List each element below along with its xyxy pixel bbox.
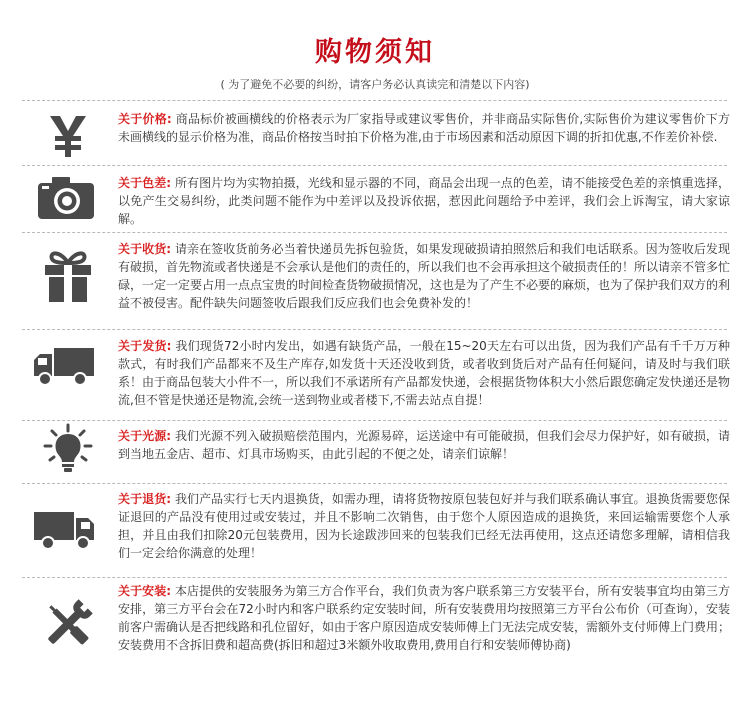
section-divider	[22, 420, 727, 421]
shipping-text: 我们现货72小时内发出，如遇有缺货产品，一般在15~20天左右可以出货，因为我们产品有千千万万种款式，有时我们产品都来不及生产库存,如发货十天还没收到货，或者收到货后对产品有任何疑问，请及时与我们联系！由于商品包装大小件不一，所以我们不承诺所有产品都发快递，会根据货物体积大小然后跟您确定发快递还是物流,但不管是快递还是物流,会统一送到物业或者楼下,不需去站点自提！	[118, 339, 731, 407]
page-subtitle: ( 为了避免不必要的纠纷，请客户务必认真读完和清楚以下内容)	[220, 78, 530, 91]
yen-icon	[32, 116, 104, 156]
color-label: 关于色差:	[118, 176, 172, 190]
price-text: 商品标价被画横线的价格表示为厂家指导或建议零售价，并非商品实际售价,实际售价为建议零售价下方未画横线的显示价格为准，商品价格按当时拍下价格为准,由于市场因素和活动原因下调的折扣优惠,不作差价补偿.	[118, 112, 730, 144]
section-divider	[22, 100, 727, 101]
section-divider	[22, 483, 727, 484]
return-text: 我们产品实行七天内退换货，如需办理，请将货物按原包装包好并与我们联系确认事宜。退换货需要您保证退回的产品没有使用过或安装过，并且不影响二次销售，由于您个人原因造成的退换货，来回运输需要您个人承担，并且由我们扣除20元包装费用，因为长途跋涉回来的包装我们已经无法再使用，这点还请您多理解，请相信我们一定会给你满意的处理！	[118, 492, 730, 560]
bulb-icon	[32, 420, 104, 476]
receipt-notice	[118, 240, 730, 312]
receipt-text: 请亲在签收货前务必当着快递员先拆包验货，如果发现破损请拍照然后和我们电话联系。因为签收后发现有破损，首先物流或者快递是不会承认是他们的责任的，所以我们也不会再承担这个破损责任的！所以请亲不管多忙碌，一定一定要占用一点点宝贵的时间检查货物破损情况，这也是为了产生不必要的麻烦，也为了保护我们双方的利益不被侵害。配件缺失问题签收后跟我们反应我们也会免费补发的！	[118, 242, 731, 310]
truck-icon	[28, 344, 100, 388]
gift-icon	[32, 248, 104, 304]
install-label: 关于安装:	[118, 584, 172, 598]
install-notice	[118, 582, 730, 654]
section-divider	[22, 329, 727, 330]
receipt-label: 关于收货:	[118, 242, 172, 256]
return-label: 关于退货:	[118, 492, 172, 506]
color-notice	[118, 174, 730, 228]
light-label: 关于光源:	[118, 429, 172, 443]
section-divider	[22, 577, 727, 578]
camera-icon	[30, 174, 102, 222]
light-text: 我们光源不列入破损赔偿范围内，光源易碎，运送途中有可能破损，但我们会尽力保护好，如有破损，请到当地五金店、超市、灯具市场购买，由此引起的不便之处，请亲们谅解！	[118, 429, 730, 461]
color-text: 所有图片均为实物拍摄，光线和显示器的不同，商品会出现一点的色差，请不能接受色差的亲慎重选择，以免产生交易纠纷，此类问题不能作为中差评以及投诉依据，惹因此问题给予中差评，我们会上诉淘宝，请大家谅解。	[118, 176, 730, 226]
price-label: 关于价格:	[118, 112, 172, 126]
light-notice	[118, 427, 730, 463]
tools-icon	[32, 596, 104, 652]
install-text: 本店提供的安装服务为第三方合作平台，我们负责为客户联系第三方安装平台，所有安装事宜均由第三方安排，第三方平台会在72小时内和客户联系约定安装时间，所有安装费用均按照第三方平台公布价（可查询），安装前客户需确认是否把线路和孔位留好，如由于客户原因造成安装师傅上门无法完成安装，需额外支付师傅上门费用；安装费用不含拆旧费和超高费(拆旧和超过3米额外收取费用,费用自行和安装师傅协商)	[118, 584, 731, 652]
section-divider	[22, 232, 727, 233]
return-truck-icon	[28, 508, 100, 552]
price-notice	[118, 110, 730, 146]
shipping-label: 关于发货:	[118, 339, 172, 353]
shipping-notice	[118, 337, 730, 409]
section-divider	[22, 165, 727, 166]
return-notice	[118, 490, 730, 562]
page-title: 购物须知	[315, 37, 435, 68]
